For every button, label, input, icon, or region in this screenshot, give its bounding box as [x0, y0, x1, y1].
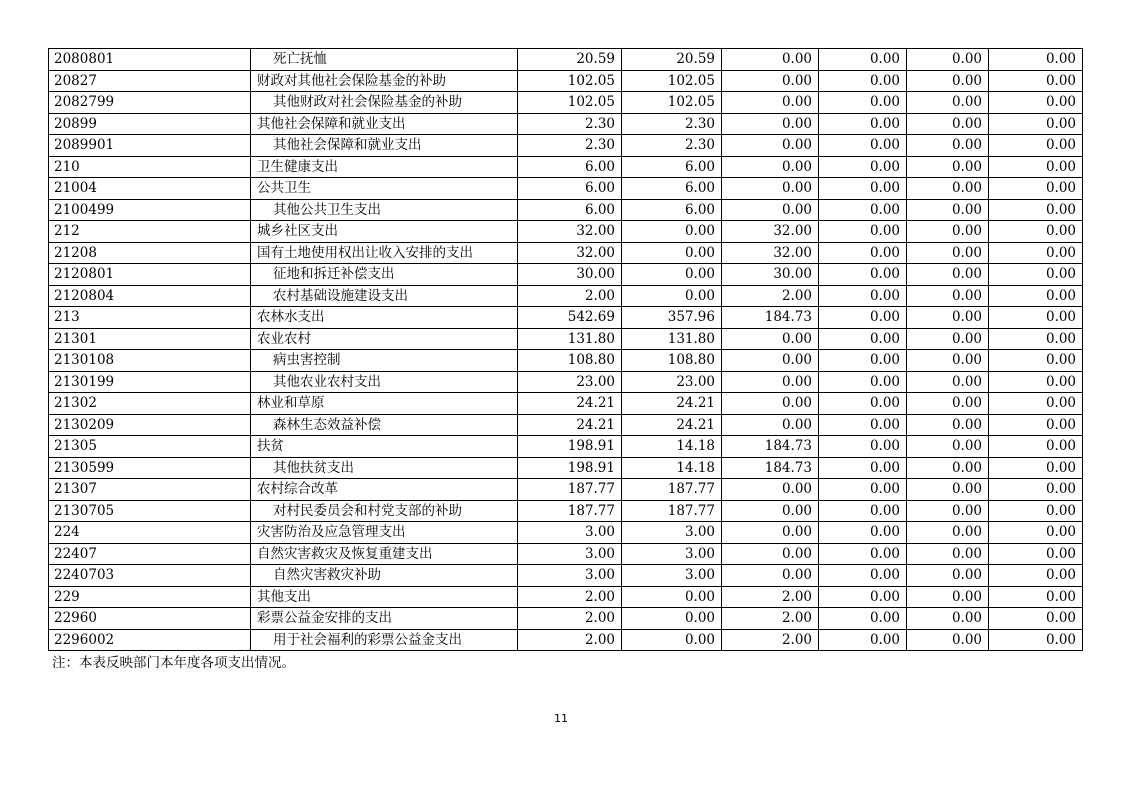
amount-cell: 0.00 [819, 49, 907, 71]
table-row [49, 436, 1083, 458]
amount-cell: 198.91 [518, 436, 622, 458]
subject-code-cell: 21301 [49, 328, 251, 350]
subject-name-cell: 死亡抚恤 [251, 49, 518, 71]
amount-cell: 0.00 [907, 113, 989, 135]
amount-cell: 0.00 [819, 522, 907, 544]
amount-cell: 0.00 [989, 457, 1083, 479]
amount-cell: 0.00 [989, 199, 1083, 221]
subject-code-cell: 224 [49, 522, 251, 544]
table-row [49, 500, 1083, 522]
amount-cell: 20.59 [622, 49, 722, 71]
amount-cell: 0.00 [819, 586, 907, 608]
amount-cell: 0.00 [907, 457, 989, 479]
amount-cell: 3.00 [622, 543, 722, 565]
subject-name-cell: 森林生态效益补偿 [251, 414, 518, 436]
amount-cell: 0.00 [989, 156, 1083, 178]
amount-cell: 3.00 [622, 522, 722, 544]
subject-name-cell: 其他财政对社会保险基金的补助 [251, 92, 518, 114]
amount-cell: 0.00 [722, 178, 819, 200]
subject-code-cell: 213 [49, 307, 251, 329]
amount-cell: 102.05 [622, 70, 722, 92]
amount-cell: 0.00 [722, 70, 819, 92]
amount-cell: 24.21 [622, 393, 722, 415]
table-row [49, 221, 1083, 243]
table-body [49, 49, 1083, 651]
amount-cell: 0.00 [819, 156, 907, 178]
amount-cell: 131.80 [622, 328, 722, 350]
amount-cell: 187.77 [622, 500, 722, 522]
amount-cell: 0.00 [819, 328, 907, 350]
amount-cell: 0.00 [722, 350, 819, 372]
amount-cell: 30.00 [722, 264, 819, 286]
amount-cell: 24.21 [518, 414, 622, 436]
amount-cell: 0.00 [907, 500, 989, 522]
subject-code-cell: 2130599 [49, 457, 251, 479]
amount-cell: 6.00 [622, 156, 722, 178]
subject-code-cell: 212 [49, 221, 251, 243]
subject-code-cell: 2089901 [49, 135, 251, 157]
amount-cell: 2.00 [518, 608, 622, 630]
amount-cell: 0.00 [989, 436, 1083, 458]
amount-cell: 0.00 [722, 92, 819, 114]
subject-code-cell: 22960 [49, 608, 251, 630]
amount-cell: 0.00 [989, 285, 1083, 307]
subject-name-cell: 卫生健康支出 [251, 156, 518, 178]
amount-cell: 0.00 [989, 264, 1083, 286]
amount-cell: 24.21 [518, 393, 622, 415]
amount-cell: 23.00 [518, 371, 622, 393]
amount-cell: 0.00 [989, 178, 1083, 200]
table-row [49, 350, 1083, 372]
subject-name-cell: 财政对其他社会保险基金的补助 [251, 70, 518, 92]
amount-cell: 0.00 [819, 350, 907, 372]
subject-code-cell: 2080801 [49, 49, 251, 71]
subject-code-cell: 22407 [49, 543, 251, 565]
amount-cell: 184.73 [722, 457, 819, 479]
subject-code-cell: 21305 [49, 436, 251, 458]
amount-cell: 0.00 [819, 242, 907, 264]
amount-cell: 0.00 [722, 500, 819, 522]
subject-name-cell: 农林水支出 [251, 307, 518, 329]
amount-cell: 6.00 [518, 199, 622, 221]
amount-cell: 0.00 [819, 221, 907, 243]
amount-cell: 2.00 [722, 285, 819, 307]
amount-cell: 0.00 [819, 199, 907, 221]
amount-cell: 0.00 [819, 393, 907, 415]
amount-cell: 0.00 [819, 436, 907, 458]
amount-cell: 0.00 [989, 522, 1083, 544]
amount-cell: 0.00 [989, 70, 1083, 92]
amount-cell: 0.00 [989, 629, 1083, 651]
amount-cell: 0.00 [819, 543, 907, 565]
subject-name-cell: 其他扶贫支出 [251, 457, 518, 479]
table-row [49, 307, 1083, 329]
subject-name-cell: 征地和拆迁补偿支出 [251, 264, 518, 286]
amount-cell: 0.00 [722, 393, 819, 415]
amount-cell: 0.00 [819, 70, 907, 92]
amount-cell: 0.00 [907, 414, 989, 436]
table-row [49, 543, 1083, 565]
amount-cell: 32.00 [722, 242, 819, 264]
amount-cell: 0.00 [722, 328, 819, 350]
subject-name-cell: 对村民委员会和村党支部的补助 [251, 500, 518, 522]
subject-name-cell: 病虫害控制 [251, 350, 518, 372]
amount-cell: 0.00 [907, 178, 989, 200]
subject-name-cell: 灾害防治及应急管理支出 [251, 522, 518, 544]
amount-cell: 2.30 [622, 135, 722, 157]
amount-cell: 0.00 [819, 92, 907, 114]
amount-cell: 0.00 [907, 543, 989, 565]
amount-cell: 0.00 [989, 113, 1083, 135]
amount-cell: 184.73 [722, 436, 819, 458]
amount-cell: 0.00 [622, 629, 722, 651]
subject-name-cell: 农村基础设施建设支出 [251, 285, 518, 307]
subject-code-cell: 20899 [49, 113, 251, 135]
table-row [49, 371, 1083, 393]
amount-cell: 0.00 [907, 221, 989, 243]
amount-cell: 0.00 [989, 242, 1083, 264]
amount-cell: 0.00 [722, 371, 819, 393]
amount-cell: 0.00 [722, 199, 819, 221]
amount-cell: 24.21 [622, 414, 722, 436]
subject-code-cell: 2130199 [49, 371, 251, 393]
subject-name-cell: 农业农村 [251, 328, 518, 350]
subject-name-cell: 自然灾害救灾补助 [251, 565, 518, 587]
amount-cell: 2.00 [518, 285, 622, 307]
amount-cell: 14.18 [622, 436, 722, 458]
amount-cell: 0.00 [819, 264, 907, 286]
amount-cell: 0.00 [989, 543, 1083, 565]
amount-cell: 6.00 [622, 199, 722, 221]
amount-cell: 0.00 [989, 49, 1083, 71]
amount-cell: 30.00 [518, 264, 622, 286]
subject-code-cell: 2130705 [49, 500, 251, 522]
amount-cell: 0.00 [907, 350, 989, 372]
table-row [49, 608, 1083, 630]
amount-cell: 0.00 [989, 328, 1083, 350]
amount-cell: 131.80 [518, 328, 622, 350]
amount-cell: 14.18 [622, 457, 722, 479]
amount-cell: 102.05 [518, 70, 622, 92]
amount-cell: 0.00 [907, 328, 989, 350]
amount-cell: 6.00 [518, 156, 622, 178]
amount-cell: 0.00 [989, 307, 1083, 329]
amount-cell: 0.00 [907, 156, 989, 178]
subject-name-cell: 城乡社区支出 [251, 221, 518, 243]
amount-cell: 184.73 [722, 307, 819, 329]
amount-cell: 20.59 [518, 49, 622, 71]
subject-code-cell: 2120801 [49, 264, 251, 286]
amount-cell: 0.00 [722, 49, 819, 71]
expenditure-table [48, 48, 1083, 651]
amount-cell: 0.00 [722, 113, 819, 135]
subject-code-cell: 2100499 [49, 199, 251, 221]
amount-cell: 0.00 [907, 49, 989, 71]
amount-cell: 0.00 [907, 522, 989, 544]
amount-cell: 108.80 [622, 350, 722, 372]
table-row [49, 199, 1083, 221]
subject-name-cell: 自然灾害救灾及恢复重建支出 [251, 543, 518, 565]
amount-cell: 0.00 [819, 565, 907, 587]
amount-cell: 357.96 [622, 307, 722, 329]
table-row [49, 565, 1083, 587]
amount-cell: 0.00 [989, 371, 1083, 393]
subject-name-cell: 公共卫生 [251, 178, 518, 200]
subject-code-cell: 229 [49, 586, 251, 608]
subject-code-cell: 21208 [49, 242, 251, 264]
amount-cell: 0.00 [622, 221, 722, 243]
table-row [49, 629, 1083, 651]
subject-name-cell: 农村综合改革 [251, 479, 518, 501]
amount-cell: 0.00 [819, 113, 907, 135]
amount-cell: 6.00 [622, 178, 722, 200]
table-row [49, 479, 1083, 501]
subject-code-cell: 210 [49, 156, 251, 178]
amount-cell: 2.30 [518, 113, 622, 135]
amount-cell: 2.30 [622, 113, 722, 135]
page-number: 11 [554, 712, 568, 725]
amount-cell: 32.00 [722, 221, 819, 243]
subject-code-cell: 2130209 [49, 414, 251, 436]
amount-cell: 2.30 [518, 135, 622, 157]
table-row [49, 522, 1083, 544]
amount-cell: 0.00 [819, 629, 907, 651]
amount-cell: 0.00 [989, 92, 1083, 114]
amount-cell: 0.00 [989, 135, 1083, 157]
table-row [49, 414, 1083, 436]
subject-name-cell: 彩票公益金安排的支出 [251, 608, 518, 630]
amount-cell: 108.80 [518, 350, 622, 372]
amount-cell: 0.00 [907, 135, 989, 157]
amount-cell: 0.00 [989, 565, 1083, 587]
amount-cell: 23.00 [622, 371, 722, 393]
amount-cell: 0.00 [989, 608, 1083, 630]
amount-cell: 0.00 [989, 586, 1083, 608]
subject-code-cell: 21004 [49, 178, 251, 200]
amount-cell: 2.00 [518, 586, 622, 608]
table-row [49, 113, 1083, 135]
amount-cell: 2.00 [722, 586, 819, 608]
table-row [49, 264, 1083, 286]
amount-cell: 0.00 [907, 242, 989, 264]
amount-cell: 2.00 [518, 629, 622, 651]
table-row [49, 242, 1083, 264]
table-row [49, 586, 1083, 608]
amount-cell: 0.00 [622, 285, 722, 307]
amount-cell: 0.00 [819, 285, 907, 307]
table-row [49, 328, 1083, 350]
subject-name-cell: 其他社会保障和就业支出 [251, 135, 518, 157]
subject-code-cell: 21302 [49, 393, 251, 415]
amount-cell: 0.00 [819, 608, 907, 630]
subject-name-cell: 其他农业农村支出 [251, 371, 518, 393]
amount-cell: 0.00 [989, 393, 1083, 415]
amount-cell: 3.00 [518, 522, 622, 544]
subject-name-cell: 其他支出 [251, 586, 518, 608]
amount-cell: 0.00 [989, 414, 1083, 436]
amount-cell: 0.00 [907, 629, 989, 651]
amount-cell: 2.00 [722, 629, 819, 651]
amount-cell: 0.00 [722, 156, 819, 178]
table-row [49, 285, 1083, 307]
amount-cell: 0.00 [907, 307, 989, 329]
amount-cell: 0.00 [907, 565, 989, 587]
amount-cell: 0.00 [819, 371, 907, 393]
subject-code-cell: 20827 [49, 70, 251, 92]
table-row [49, 49, 1083, 71]
amount-cell: 0.00 [907, 199, 989, 221]
amount-cell: 0.00 [722, 522, 819, 544]
amount-cell: 0.00 [722, 135, 819, 157]
table-note: 注：本表反映部门本年度各项支出情况。 [52, 655, 295, 671]
subject-name-cell: 国有土地使用权出让收入安排的支出 [251, 242, 518, 264]
amount-cell: 0.00 [907, 608, 989, 630]
amount-cell: 0.00 [907, 586, 989, 608]
amount-cell: 0.00 [722, 414, 819, 436]
subject-code-cell: 2296002 [49, 629, 251, 651]
amount-cell: 542.69 [518, 307, 622, 329]
table-row [49, 70, 1083, 92]
amount-cell: 0.00 [907, 436, 989, 458]
amount-cell: 0.00 [989, 500, 1083, 522]
amount-cell: 3.00 [518, 543, 622, 565]
amount-cell: 32.00 [518, 242, 622, 264]
table-row [49, 457, 1083, 479]
subject-code-cell: 2130108 [49, 350, 251, 372]
table-row [49, 393, 1083, 415]
amount-cell: 0.00 [622, 264, 722, 286]
amount-cell: 0.00 [907, 70, 989, 92]
table-row [49, 156, 1083, 178]
amount-cell: 0.00 [907, 285, 989, 307]
amount-cell: 187.77 [622, 479, 722, 501]
amount-cell: 0.00 [819, 457, 907, 479]
amount-cell: 3.00 [622, 565, 722, 587]
amount-cell: 3.00 [518, 565, 622, 587]
amount-cell: 0.00 [819, 414, 907, 436]
amount-cell: 0.00 [907, 371, 989, 393]
amount-cell: 102.05 [622, 92, 722, 114]
amount-cell: 0.00 [622, 586, 722, 608]
amount-cell: 0.00 [819, 479, 907, 501]
amount-cell: 0.00 [989, 479, 1083, 501]
amount-cell: 0.00 [819, 178, 907, 200]
subject-code-cell: 2240703 [49, 565, 251, 587]
amount-cell: 187.77 [518, 479, 622, 501]
table-row [49, 178, 1083, 200]
amount-cell: 0.00 [722, 479, 819, 501]
table-row [49, 135, 1083, 157]
amount-cell: 2.00 [722, 608, 819, 630]
amount-cell: 0.00 [907, 92, 989, 114]
subject-code-cell: 2120804 [49, 285, 251, 307]
table-row [49, 92, 1083, 114]
subject-name-cell: 用于社会福利的彩票公益金支出 [251, 629, 518, 651]
amount-cell: 0.00 [907, 393, 989, 415]
amount-cell: 0.00 [622, 608, 722, 630]
amount-cell: 6.00 [518, 178, 622, 200]
amount-cell: 0.00 [907, 479, 989, 501]
subject-name-cell: 林业和草原 [251, 393, 518, 415]
amount-cell: 102.05 [518, 92, 622, 114]
amount-cell: 0.00 [622, 242, 722, 264]
subject-name-cell: 扶贫 [251, 436, 518, 458]
subject-code-cell: 2082799 [49, 92, 251, 114]
amount-cell: 0.00 [722, 565, 819, 587]
amount-cell: 0.00 [819, 135, 907, 157]
amount-cell: 32.00 [518, 221, 622, 243]
amount-cell: 0.00 [819, 500, 907, 522]
amount-cell: 187.77 [518, 500, 622, 522]
subject-code-cell: 21307 [49, 479, 251, 501]
amount-cell: 0.00 [722, 543, 819, 565]
amount-cell: 198.91 [518, 457, 622, 479]
amount-cell: 0.00 [989, 221, 1083, 243]
subject-name-cell: 其他公共卫生支出 [251, 199, 518, 221]
amount-cell: 0.00 [907, 264, 989, 286]
amount-cell: 0.00 [989, 350, 1083, 372]
subject-name-cell: 其他社会保障和就业支出 [251, 113, 518, 135]
amount-cell: 0.00 [819, 307, 907, 329]
